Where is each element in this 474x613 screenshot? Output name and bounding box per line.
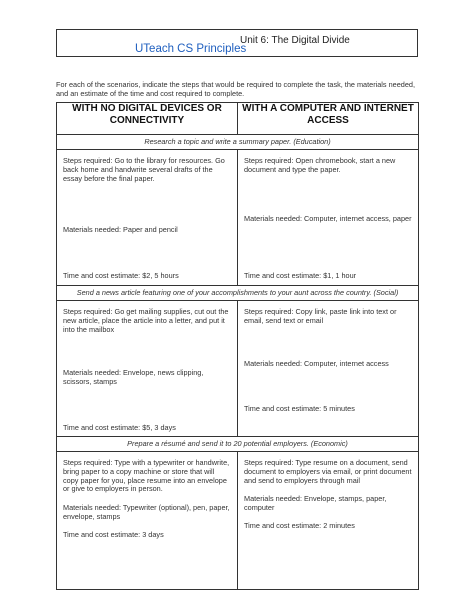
time-cost-text: Time and cost estimate: 3 days bbox=[63, 530, 164, 539]
cell-education-computer bbox=[238, 150, 419, 286]
unit-title: Unit 6: The Digital Divide bbox=[240, 35, 350, 46]
steps-text: Steps required: Open chromebook, start a new document and type the paper. bbox=[244, 156, 396, 174]
materials-text: Materials needed: Paper and pencil bbox=[63, 225, 178, 234]
cell-social-computer bbox=[238, 301, 419, 437]
steps-text: Steps required: Go get mailing supplies, cut out the new article, place the article into a letter, and put it into the mailbox bbox=[63, 307, 229, 334]
time-cost-text: Time and cost estimate: $2, 5 hours bbox=[63, 271, 179, 280]
steps-text: Steps required: Type with a typewriter or handwrite, bring paper to a copy machine or store that will copy paper for you, place resume into an envelope or give to employers in person. bbox=[63, 458, 230, 494]
steps-text: Steps required: Type resume on a document, send document to employers via email, or print document and send to employers through mail bbox=[244, 458, 412, 485]
column-header-computer: WITH A COMPUTER AND INTERNET ACCESS bbox=[238, 103, 419, 135]
instructions: For each of the scenarios, indicate the steps that would be required to complete the task, the materials needed, and an estimate of the time and cost required to complete. bbox=[56, 80, 415, 98]
cell-education-no-digital bbox=[57, 150, 238, 286]
time-cost-text: Time and cost estimate: 5 minutes bbox=[244, 404, 355, 413]
header-box bbox=[56, 29, 418, 57]
materials-text: Materials needed: Computer, internet access, paper bbox=[244, 214, 412, 223]
cell-economic-computer bbox=[238, 452, 419, 590]
materials-text: Materials needed: Envelope, news clipping, scissors, stamps bbox=[63, 368, 204, 386]
scenario-title-economic: Prepare a résumé and send it to 20 potential employers. (Economic) bbox=[57, 437, 419, 452]
materials-text: Materials needed: Computer, internet access bbox=[244, 359, 389, 368]
steps-text: Steps required: Go to the library for resources. Go back home and handwrite several drafts of the essay before the final paper. bbox=[63, 156, 225, 183]
materials-text: Materials needed: Envelope, stamps, paper, computer bbox=[244, 494, 387, 512]
cell-economic-no-digital bbox=[57, 452, 238, 590]
cell-social-no-digital bbox=[57, 301, 238, 437]
steps-text: Steps required: Copy link, paste link into text or email, send text or email bbox=[244, 307, 397, 325]
time-cost-text: Time and cost estimate: 2 minutes bbox=[244, 521, 355, 530]
column-header-no-digital: WITH NO DIGITAL DEVICES OR CONNECTIVITY bbox=[57, 103, 238, 135]
time-cost-text: Time and cost estimate: $5, 3 days bbox=[63, 423, 176, 432]
materials-text: Materials needed: Typewriter (optional), pen, paper, envelope, stamps bbox=[63, 503, 230, 521]
time-cost-text: Time and cost estimate: $1, 1 hour bbox=[244, 271, 357, 280]
brand-title: UTeach CS Principles bbox=[135, 43, 247, 55]
scenario-title-social: Send a news article featuring one of your accomplishments to your aunt across the country. (Social) bbox=[57, 286, 419, 301]
scenario-title-education: Research a topic and write a summary paper. (Education) bbox=[57, 135, 419, 150]
scenario-table bbox=[56, 102, 419, 590]
